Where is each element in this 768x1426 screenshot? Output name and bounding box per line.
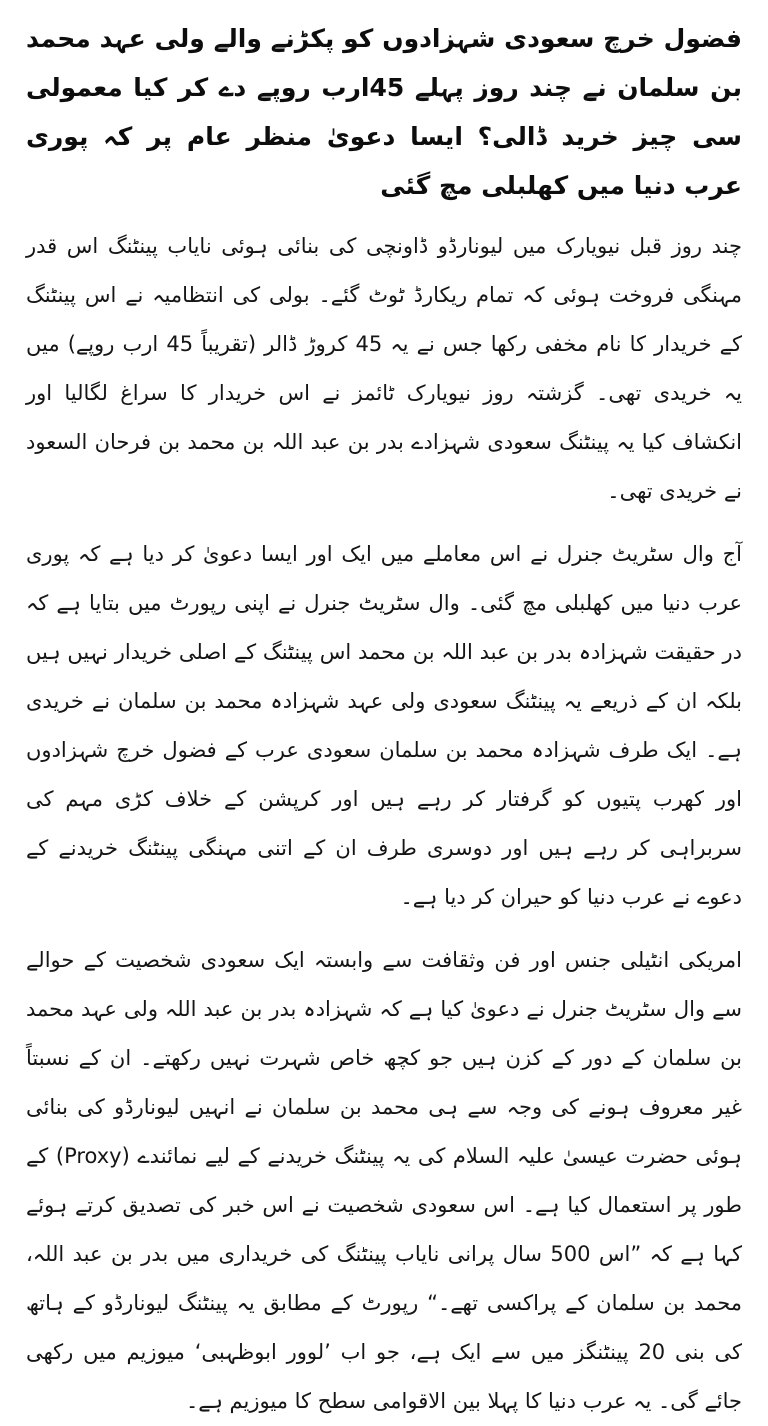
article-paragraph-3: امریکی انٹیلی جنس اور فن وثقافت سے وابستہ ایک سعودی شخصیت کے حوالے سے وال سٹریٹ جنرل نے دعویٰ کیا ہے کہ شہزادہ بدر بن عبد اللہ ولی عہد محمد بن سلمان کے دور کے کزن ہیں جو کچھ خاص شہرت نہیں رکھتے۔ ان کے نسبتاً غیر معروف ہونے کی وجہ سے ہی محمد بن سلمان نے انہیں لیونارڈو کی بنائی ہوئی حضرت عیسیٰ علیہ السلام کی یہ پینٹنگ خریدنے کے لیے نمائندے (Proxy) کے طور پر استعمال کیا ہے۔ اس سعودی شخصیت نے اس خبر کی تصدیق کرتے ہوئے کہا ہے کہ ”اس 500 سال پرانی نایاب پینٹنگ کی خریداری میں بدر بن عبد اللہ، محمد بن سلمان کے پراکسی تھے۔“ رپورٹ کے مطابق یہ پینٹنگ لیونارڈو کے ہاتھ کی بنی 20 پینٹنگز میں سے ایک ہے، جو اب ’لوور ابوظہبی‘ میوزیم میں رکھی جائے گی۔ یہ عرب دنیا کا پہلا بین الاقوامی سطح کا میوزیم ہے۔ bbox=[26, 948, 742, 1413]
article-paragraph-2: آج وال سٹریٹ جنرل نے اس معاملے میں ایک اور ایسا دعویٰ کر دیا ہے کہ پوری عرب دنیا میں کھلبلی مچ گئی۔ وال سٹریٹ جنرل نے اپنی رپورٹ میں بتایا ہے کہ در حقیقت شہزادہ بدر بن عبد اللہ بن محمد اس پینٹنگ کے اصلی خریدار نہیں ہیں بلکہ ان کے ذریعے یہ پینٹنگ سعودی ولی عہد شہزادہ محمد بن سلمان نے خریدی ہے۔ ایک طرف شہزادہ محمد بن سلمان سعودی عرب کے فضول خرچ شہزادوں اور کھرب پتیوں کو گرفتار کر رہے ہیں اور کرپشن کے خلاف کڑی مہم کی سربراہی کر رہے ہیں اور دوسری طرف ان کے اتنی مہنگی پینٹنگ خریدنے کے دعوے نے عرب دنیا کو حیران کر دیا ہے۔ bbox=[26, 542, 742, 909]
article-headline: فضول خرچ سعودی شہزادوں کو پکڑنے والے ولی عہد محمد بن سلمان نے چند روز پہلے 45ارب روپے دے کر کیا معمولی سی چیز خرید ڈالی؟ ایسا دعویٰ منظر عام پر کہ پوری عرب دنیا میں کھلبلی مچ گئی bbox=[26, 24, 742, 200]
article-paragraph-1: چند روز قبل نیویارک میں لیونارڈو ڈاونچی کی بنائی ہوئی نایاب پینٹنگ اس قدر مہنگی فروخت ہوئی کہ تمام ریکارڈ ٹوٹ گئے۔ بولی کی انتظامیہ نے اس پینٹنگ کے خریدار کا نام مخفی رکھا جس نے یہ 45 کروڑ ڈالر (تقریباً 45 ارب روپے) میں یہ خریدی تھی۔ گزشتہ روز نیویارک ٹائمز نے اس خریدار کا سراغ لگالیا اور انکشاف کیا یہ پینٹنگ سعودی شہزادے بدر بن عبد اللہ بن محمد بن فرحان السعود نے خریدی تھی۔ bbox=[26, 234, 742, 503]
